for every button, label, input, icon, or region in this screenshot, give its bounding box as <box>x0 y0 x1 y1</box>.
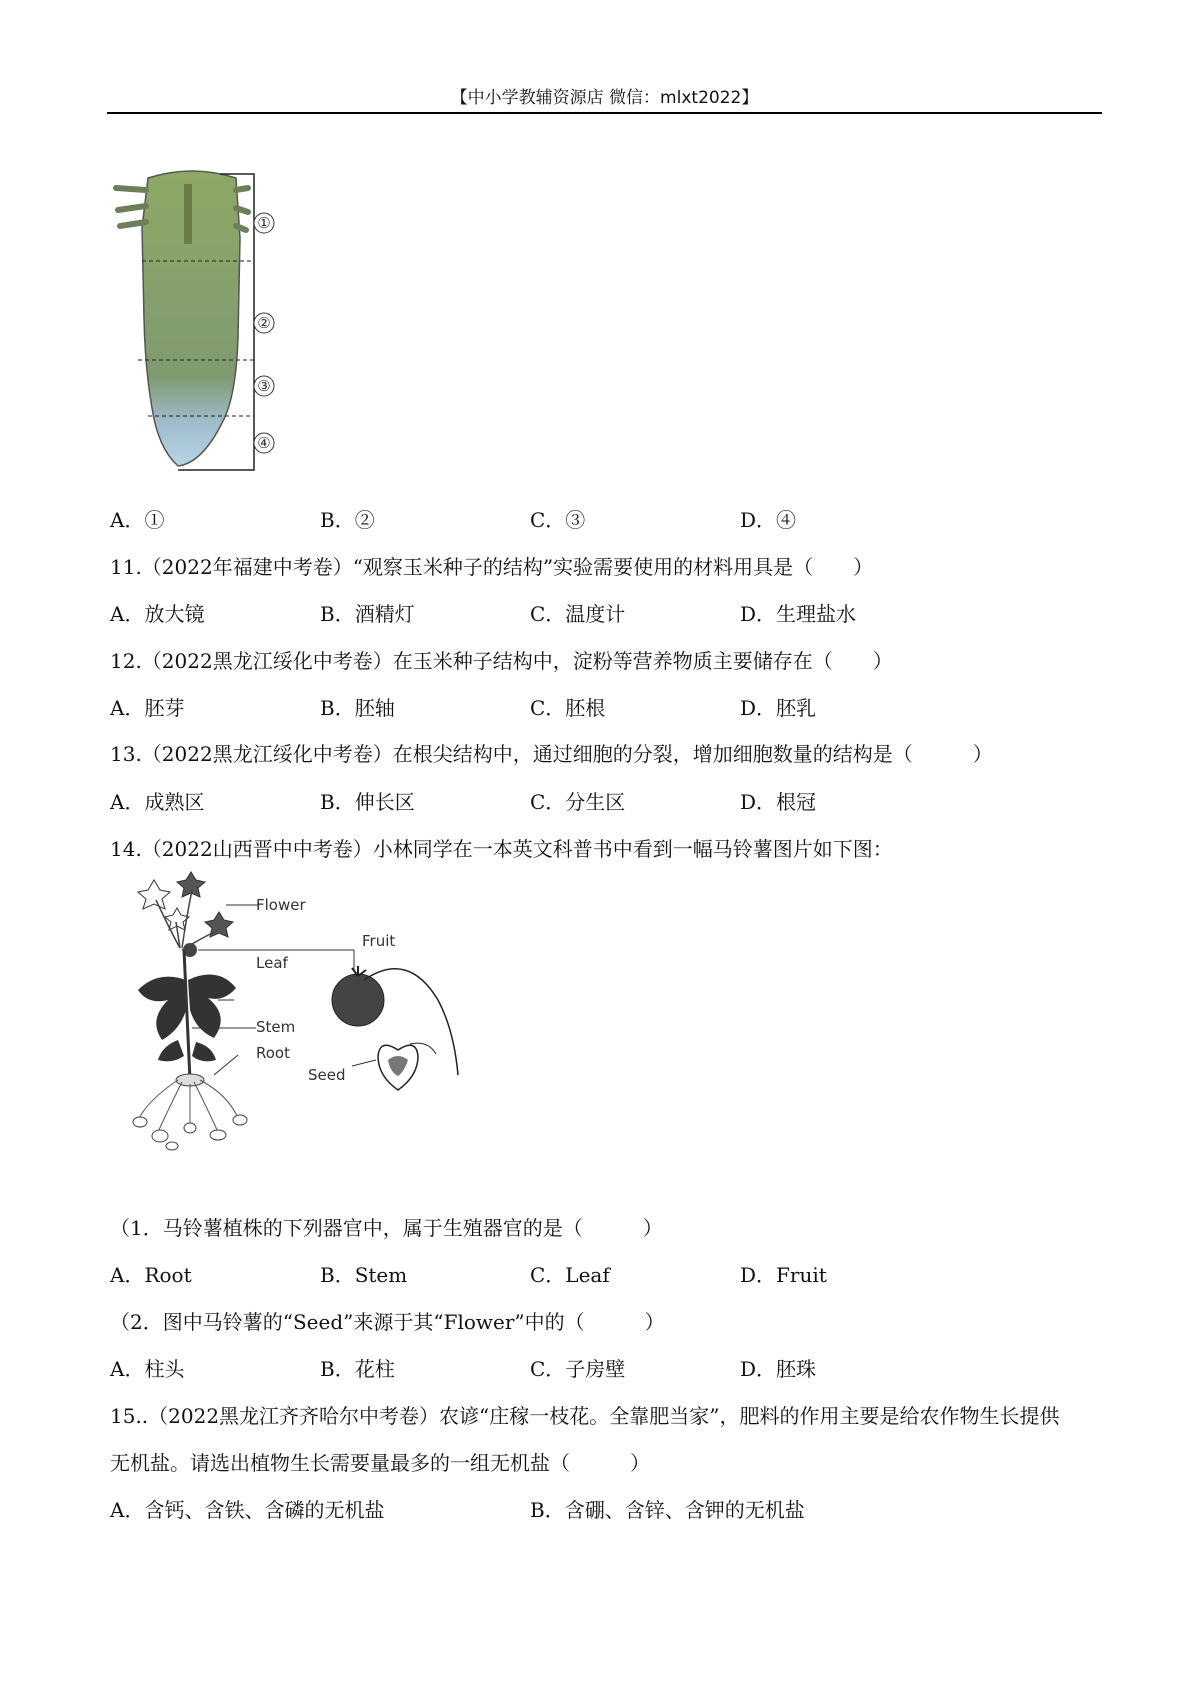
q14-sub2-option-c[interactable]: C．子房壁 <box>530 1357 626 1381</box>
q14-sub1-option-c[interactable]: C．Leaf <box>530 1263 610 1287</box>
label-leaf: Leaf <box>256 954 288 972</box>
label-stem: Stem <box>256 1018 296 1036</box>
q14-sub1-stem: （1．马铃薯植株的下列器官中，属于生殖器官的是（ ） <box>110 1216 663 1240</box>
page-header: 【中小学教辅资源店 微信：mlxt2022】 <box>450 88 759 108</box>
q12-option-c[interactable]: C．胚根 <box>530 696 606 720</box>
q11-option-d[interactable]: D．生理盐水 <box>740 602 857 626</box>
q14-sub2-option-b[interactable]: B．花柱 <box>320 1357 395 1381</box>
q10-option-b[interactable]: B．② <box>320 508 375 532</box>
label-root: Root <box>256 1044 290 1062</box>
q10-option-d[interactable]: D．④ <box>740 508 797 532</box>
header-rule <box>107 112 1102 114</box>
q15-stem-line2: 无机盐。请选出植物生长需要量最多的一组无机盐（ ） <box>110 1451 650 1475</box>
root-label-2: ② <box>257 314 271 332</box>
q14-stem: 14.（2022山西晋中中考卷）小林同学在一本英文科普书中看到一幅马铃薯图片如下图： <box>110 837 893 861</box>
q11-option-b[interactable]: B．酒精灯 <box>320 602 415 626</box>
root-label-1: ① <box>257 214 271 232</box>
q14-sub2-stem: （2．图中马铃薯的“Seed”来源于其“Flower”中的（ ） <box>110 1310 665 1334</box>
q12-option-d[interactable]: D．胚乳 <box>740 696 817 720</box>
label-fruit: Fruit <box>362 932 396 950</box>
q14-sub1-option-b[interactable]: B．Stem <box>320 1263 408 1287</box>
root-label-3: ③ <box>257 377 271 395</box>
q14-sub1-option-d[interactable]: D．Fruit <box>740 1263 827 1287</box>
q15-stem-line1: 15..（2022黑龙江齐齐哈尔中考卷）农谚“庄稼一枝花。全靠肥当家”，肥料的作用主要是给农作物生长提供 <box>110 1404 1060 1428</box>
q10-option-c[interactable]: C．③ <box>530 508 586 532</box>
q13-stem: 13.（2022黑龙江绥化中考卷）在根尖结构中，通过细胞的分裂，增加细胞数量的结构是（ ） <box>110 742 993 766</box>
root-label-4: ④ <box>257 434 271 452</box>
q11-option-a[interactable]: A．放大镜 <box>110 602 205 626</box>
root-tip-figure <box>112 168 282 473</box>
potato-plant-figure <box>118 870 518 1155</box>
label-flower: Flower <box>256 896 306 914</box>
q13-option-a[interactable]: A．成熟区 <box>110 790 205 814</box>
q13-option-b[interactable]: B．伸长区 <box>320 790 415 814</box>
q12-option-b[interactable]: B．胚轴 <box>320 696 395 720</box>
q15-option-b[interactable]: B．含硼、含锌、含钾的无机盐 <box>530 1498 805 1522</box>
q14-sub2-option-d[interactable]: D．胚珠 <box>740 1357 817 1381</box>
q11-option-c[interactable]: C．温度计 <box>530 602 626 626</box>
q12-stem: 12.（2022黑龙江绥化中考卷）在玉米种子结构中，淀粉等营养物质主要储存在（ ） <box>110 649 893 673</box>
q10-option-a[interactable]: A．① <box>110 508 165 532</box>
q11-stem: 11.（2022年福建中考卷）“观察玉米种子的结构”实验需要使用的材料用具是（ ） <box>110 555 874 579</box>
q13-option-d[interactable]: D．根冠 <box>740 790 817 814</box>
q13-option-c[interactable]: C．分生区 <box>530 790 626 814</box>
q15-option-a[interactable]: A．含钙、含铁、含磷的无机盐 <box>110 1498 385 1522</box>
q12-option-a[interactable]: A．胚芽 <box>110 696 185 720</box>
q14-sub2-option-a[interactable]: A．柱头 <box>110 1357 185 1381</box>
label-seed: Seed <box>308 1066 346 1084</box>
q14-sub1-option-a[interactable]: A．Root <box>110 1263 192 1287</box>
